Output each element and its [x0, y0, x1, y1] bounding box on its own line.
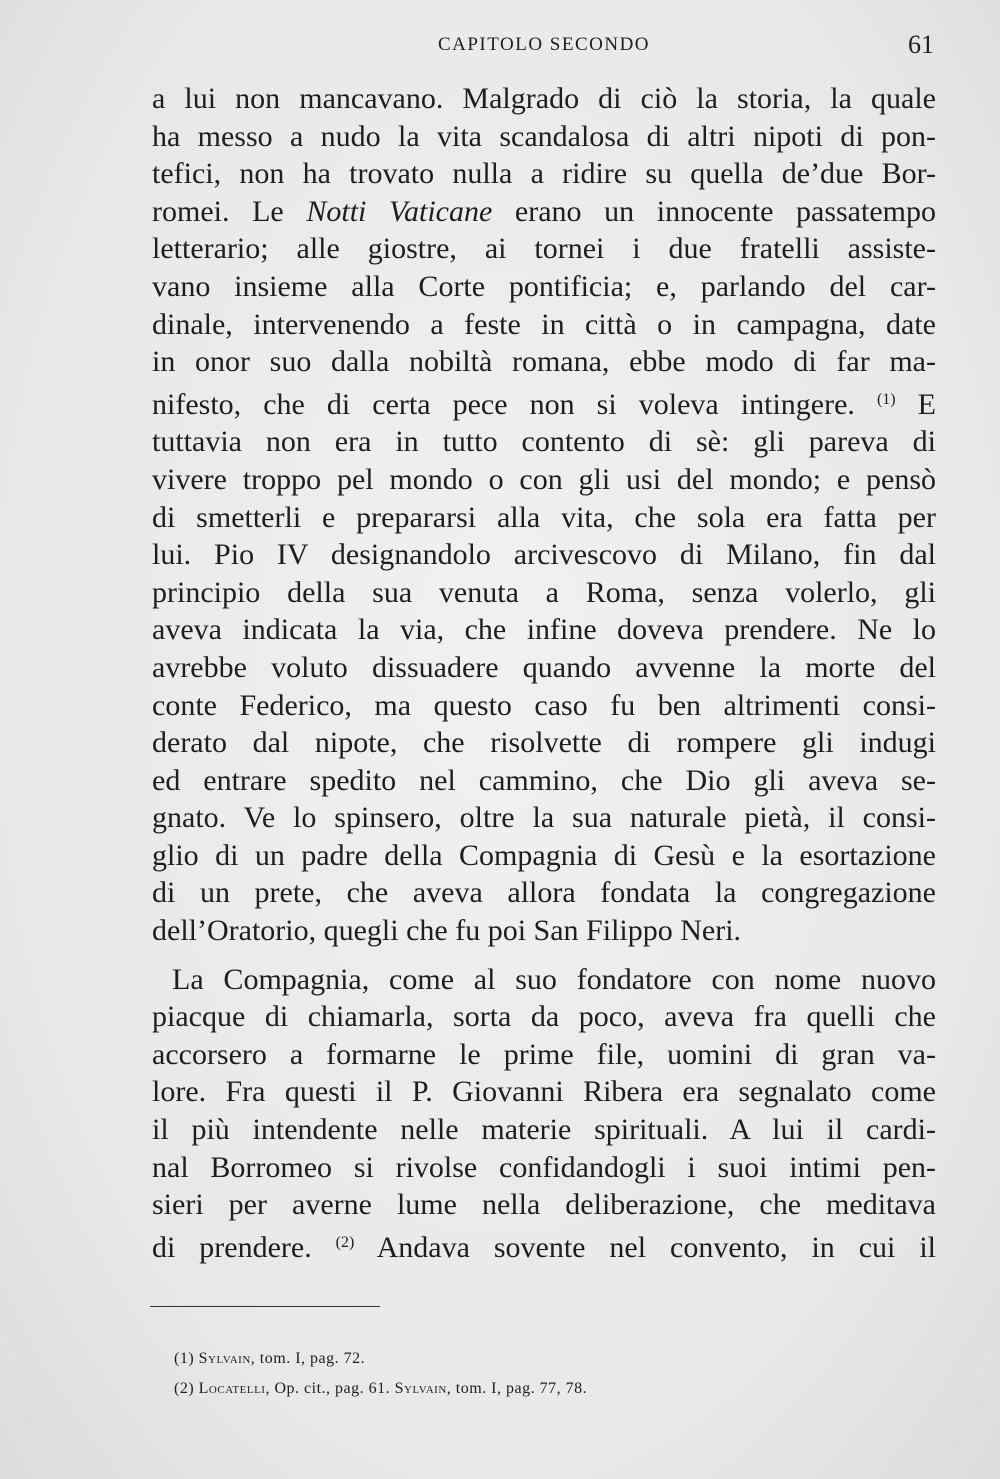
text-line: ha messo a nudo la vita scandalosa di altri nipoti di pon-: [152, 119, 936, 153]
text-line: di prendere. $^{(2)}$ Andava sovente nel convento, in cui il: [152, 1230, 936, 1264]
footnote: [174, 1374, 587, 1404]
text-line: vivere troppo pel mondo o con gli usi del mondo; e pensò: [152, 462, 936, 496]
text-line: a lui non mancavano. Malgrado di ciò la storia, la quale: [152, 82, 936, 115]
text-line: glio di un padre della Compagnia di Gesù e la esortazione: [152, 838, 936, 872]
text-line: letterario; alle giostre, ai tornei i due fratelli assiste-: [152, 232, 936, 266]
paragraph: [152, 961, 936, 1267]
footnote-reference[interactable]: (2): [335, 1233, 355, 1251]
text-line: lore. Fra questi il P. Giovanni Ribera era segnalato come: [152, 1075, 936, 1109]
paragraph: [152, 80, 936, 950]
text-line: piacque di chiamarla, sorta da poco, aveva fra quelli che: [152, 1000, 936, 1034]
text-line: gnato. Ve lo spinsero, oltre la sua naturale pietà, il consi-: [152, 801, 936, 835]
text-line: ed entrare spedito nel cammino, che Dio gli aveva se-: [152, 763, 936, 797]
body-text: [152, 80, 936, 1266]
text-line: avrebbe voluto dissuadere quando avvenne la morte del: [152, 650, 936, 684]
text-line: dell’Oratorio, quegli che fu poi San Filippo Neri.: [152, 914, 742, 948]
text-line: nal Borromeo si rivolse confidandogli i suoi intimi pen-: [152, 1150, 936, 1184]
footnote-text: , Op. cit., pag. 61.: [265, 1380, 395, 1397]
text-line: tuttavia non era in tutto contento di sè: gli pareva di: [152, 425, 936, 459]
footnote-author: Sylvain: [198, 1350, 251, 1367]
paragraph-gap: [152, 950, 936, 961]
text-line: lui. Pio IV designandolo arcivescovo di Milano, fin dal: [152, 538, 936, 572]
footnote-text: , tom. I, pag. 72.: [250, 1350, 366, 1367]
running-title: CAPITOLO SECONDO: [437, 34, 651, 55]
footnote-author: Sylvain: [394, 1380, 447, 1397]
text-line: conte Federico, ma questo caso fu ben altrimenti consi-: [152, 688, 936, 722]
text-line: derato dal nipote, che risolvette di rompere gli indugi: [152, 726, 936, 760]
text-line: tefici, non ha trovato nulla a ridire su quella de’due Bor-: [152, 157, 936, 191]
footnote-marker: (1): [174, 1350, 195, 1367]
text-line: dinale, intervenendo a feste in città o in campagna, date: [152, 307, 936, 341]
footnote-separator: [150, 1306, 380, 1307]
footnote-reference[interactable]: (1): [876, 390, 896, 408]
page-header: [152, 30, 936, 70]
footnote-author: Locatelli: [198, 1380, 266, 1397]
text-line: il più intendente nelle materie spirituali. A lui il cardi-: [152, 1113, 936, 1147]
text-line: accorsero a formarne le prime file, uomini di gran va-: [152, 1037, 936, 1071]
text-line: aveva indicata la via, che infine doveva prendere. Ne lo: [152, 613, 936, 647]
footnote: [174, 1344, 587, 1374]
footnote-marker: (2): [174, 1380, 195, 1397]
footnotes: [174, 1344, 587, 1404]
text-line: vano insieme alla Corte pontificia; e, parlando del car-: [152, 269, 936, 303]
text-line: nifesto, che di certa pece non si voleva intingere. $^{(1)}$ E: [152, 387, 937, 421]
text-line: romei. Le Notti Vaticane erano un innocente passatempo: [152, 194, 936, 228]
text-line: di smetterli e prepararsi alla vita, che sola era fatta per: [152, 500, 936, 534]
text-line: sieri per averne lume nella deliberazione, che meditava: [152, 1188, 936, 1222]
text-line: in onor suo dalla nobiltà romana, ebbe modo di far ma-: [152, 345, 936, 379]
text-line: La Compagnia, come al suo fondatore con nome nuovo: [172, 962, 936, 996]
italic-title: Notti Vaticane: [306, 194, 493, 228]
page-number: 61: [908, 30, 934, 59]
text-line: principio della sua venuta a Roma, senza volerlo, gli: [152, 575, 936, 609]
footnote-text: , tom. I, pag. 77, 78.: [446, 1380, 588, 1397]
text-line: di un prete, che aveva allora fondata la congregazione: [152, 876, 936, 910]
